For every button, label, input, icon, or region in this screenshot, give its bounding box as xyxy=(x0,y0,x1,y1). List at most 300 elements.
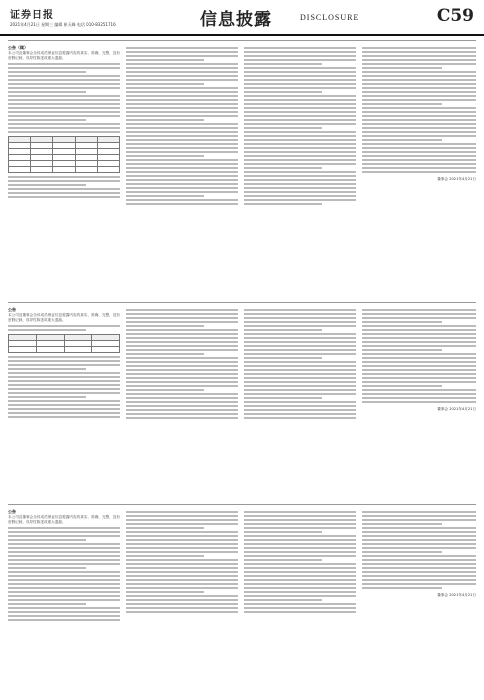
section-subtitle: DISCLOSURE xyxy=(300,13,360,22)
text-line xyxy=(362,337,476,339)
text-line xyxy=(8,91,86,93)
text-line xyxy=(362,309,476,311)
text-line xyxy=(244,535,356,537)
text-line xyxy=(8,555,120,557)
text-line xyxy=(244,365,356,367)
text-line xyxy=(8,392,120,394)
text-line xyxy=(126,333,238,335)
text-line xyxy=(126,195,204,197)
text-line xyxy=(8,575,120,577)
text-line xyxy=(362,559,476,561)
text-line xyxy=(244,401,356,403)
text-line xyxy=(362,159,476,161)
text-line xyxy=(362,147,476,149)
text-line xyxy=(244,595,356,597)
text-line xyxy=(244,91,322,93)
text-line xyxy=(362,103,442,105)
block1-heading: 公告（续） xyxy=(8,45,28,50)
text-line xyxy=(362,357,476,359)
text-line xyxy=(244,611,356,613)
text-line xyxy=(8,567,86,569)
text-line xyxy=(244,55,356,57)
text-line xyxy=(126,325,204,327)
text-line xyxy=(126,51,238,53)
text-line xyxy=(8,543,120,545)
text-line xyxy=(362,325,476,327)
text-line xyxy=(126,139,238,141)
block1-signature: 董事会 2021年4月21日 xyxy=(437,177,476,181)
text-line xyxy=(126,365,238,367)
text-line xyxy=(8,587,120,589)
text-line xyxy=(362,567,476,569)
text-line xyxy=(244,409,356,411)
text-line xyxy=(126,63,238,65)
text-line xyxy=(244,131,356,133)
text-line xyxy=(126,337,238,339)
text-line xyxy=(244,361,356,363)
block3-text: 本公司及董事会全体成员保证信息披露内容的真实、准确、完整，没有虚假记载、误导性陈述或重大遗漏。 xyxy=(8,515,120,525)
text-line xyxy=(244,575,356,577)
text-line xyxy=(126,377,238,379)
text-line xyxy=(8,571,120,573)
text-line xyxy=(8,87,120,89)
text-line xyxy=(8,95,120,97)
text-line xyxy=(8,416,120,418)
text-line xyxy=(126,417,238,419)
text-line xyxy=(126,599,238,601)
text-line xyxy=(126,79,238,81)
text-line xyxy=(244,155,356,157)
text-line xyxy=(8,380,120,382)
text-line xyxy=(244,87,356,89)
text-line xyxy=(126,179,238,181)
text-line xyxy=(126,555,204,557)
text-line xyxy=(244,183,356,185)
text-line xyxy=(362,365,476,367)
text-line xyxy=(126,393,238,395)
text-line xyxy=(126,519,238,521)
block3-col2 xyxy=(126,509,238,691)
issue-meta: 2021年4月21日 星期三 编辑 崔天峰 电话 010-83251716 xyxy=(10,22,116,27)
text-line xyxy=(244,163,356,165)
text-line xyxy=(244,325,356,327)
text-line xyxy=(362,531,476,533)
text-line xyxy=(8,408,120,410)
text-line xyxy=(126,75,238,77)
text-line xyxy=(126,155,204,157)
text-line xyxy=(244,151,356,153)
text-line xyxy=(244,515,356,517)
text-line xyxy=(8,551,120,553)
block2-signature: 董事会 2021年4月21日 xyxy=(437,407,476,411)
text-line xyxy=(8,188,120,190)
text-line xyxy=(126,203,238,205)
text-line xyxy=(126,511,238,513)
text-line xyxy=(8,131,120,133)
section-title: 信息披露 xyxy=(200,10,272,30)
text-line xyxy=(8,615,120,617)
text-line xyxy=(244,175,356,177)
text-line xyxy=(126,345,238,347)
text-line xyxy=(244,539,356,541)
text-line xyxy=(126,567,238,569)
text-line xyxy=(244,353,356,355)
text-line xyxy=(244,559,322,561)
text-line xyxy=(244,99,356,101)
text-line xyxy=(244,309,356,311)
text-line xyxy=(362,385,442,387)
text-line xyxy=(8,107,120,109)
text-line xyxy=(126,357,238,359)
text-line xyxy=(244,583,356,585)
text-line xyxy=(244,195,356,197)
text-line xyxy=(8,527,120,529)
text-line xyxy=(126,381,238,383)
text-line xyxy=(362,47,476,49)
text-line xyxy=(362,313,476,315)
text-line xyxy=(8,396,86,398)
text-line xyxy=(8,180,120,182)
text-line xyxy=(362,63,476,65)
text-line xyxy=(126,409,238,411)
text-line xyxy=(126,551,238,553)
text-line xyxy=(244,377,356,379)
text-line xyxy=(126,405,238,407)
text-line xyxy=(362,155,476,157)
text-line xyxy=(8,127,120,129)
text-line xyxy=(362,115,476,117)
text-line xyxy=(244,357,322,359)
text-line xyxy=(362,393,476,395)
text-line xyxy=(244,79,356,81)
text-line xyxy=(362,535,476,537)
text-line xyxy=(8,372,120,374)
text-line xyxy=(8,123,120,125)
text-line xyxy=(244,563,356,565)
text-line xyxy=(244,59,356,61)
block3-col1 xyxy=(8,509,120,691)
text-line xyxy=(8,184,86,186)
text-line xyxy=(244,579,356,581)
financial-table xyxy=(8,136,120,173)
text-line xyxy=(126,67,238,69)
text-line xyxy=(126,583,238,585)
text-line xyxy=(126,95,238,97)
text-line xyxy=(362,59,476,61)
text-line xyxy=(362,583,476,585)
block1-col4 xyxy=(362,45,476,295)
text-line xyxy=(8,388,120,390)
text-line xyxy=(244,373,356,375)
text-line xyxy=(8,192,120,194)
text-line xyxy=(244,337,356,339)
text-line xyxy=(244,349,356,351)
text-line xyxy=(244,385,356,387)
text-line xyxy=(126,373,238,375)
text-line xyxy=(126,199,238,201)
text-line xyxy=(244,531,322,533)
text-line xyxy=(362,67,442,69)
block1-text: 本公司及董事会全体成员保证信息披露内容的真实、准确、完整，没有虚假记载、误导性陈述或重大遗漏。 xyxy=(8,51,120,61)
text-line xyxy=(244,523,356,525)
text-line xyxy=(244,103,356,105)
text-line xyxy=(362,79,476,81)
text-line xyxy=(126,163,238,165)
text-line xyxy=(8,176,120,178)
text-line xyxy=(126,99,238,101)
text-line xyxy=(244,511,356,513)
text-line xyxy=(8,404,120,406)
text-line xyxy=(362,401,476,403)
text-line xyxy=(244,119,356,121)
text-line xyxy=(244,571,356,573)
text-line xyxy=(8,360,120,362)
text-line xyxy=(126,127,238,129)
text-line xyxy=(244,75,356,77)
text-line xyxy=(126,563,238,565)
text-line xyxy=(126,595,238,597)
text-line xyxy=(126,55,238,57)
text-line xyxy=(126,103,238,105)
text-line xyxy=(362,127,476,129)
text-line xyxy=(126,369,238,371)
text-line xyxy=(244,171,356,173)
text-line xyxy=(244,139,356,141)
text-line xyxy=(244,389,356,391)
block2-col1 xyxy=(8,307,120,497)
text-line xyxy=(8,603,86,605)
text-line xyxy=(362,341,476,343)
text-line xyxy=(126,397,238,399)
block3-signature: 董事会 2021年4月21日 xyxy=(437,593,476,597)
page-header xyxy=(0,0,484,36)
text-line xyxy=(244,83,356,85)
text-line xyxy=(126,515,238,517)
text-line xyxy=(244,179,356,181)
text-line xyxy=(362,551,442,553)
text-line xyxy=(126,611,238,613)
text-line xyxy=(362,329,476,331)
block2-col3 xyxy=(244,307,356,497)
text-line xyxy=(362,527,476,529)
text-line xyxy=(362,381,476,383)
text-line xyxy=(362,317,476,319)
text-line xyxy=(126,71,238,73)
text-line xyxy=(244,167,322,169)
text-line xyxy=(244,607,356,609)
text-line xyxy=(244,381,356,383)
text-line xyxy=(362,107,476,109)
text-line xyxy=(362,321,442,323)
text-line xyxy=(244,551,356,553)
text-line xyxy=(244,313,356,315)
text-line xyxy=(244,143,356,145)
text-line xyxy=(244,63,322,65)
block1-col1 xyxy=(8,45,120,295)
text-line xyxy=(362,171,476,173)
text-line xyxy=(126,59,204,61)
text-line xyxy=(362,119,476,121)
text-line xyxy=(362,91,476,93)
text-line xyxy=(8,599,120,601)
text-line xyxy=(362,99,476,101)
text-line xyxy=(244,95,356,97)
text-line xyxy=(244,71,356,73)
text-line xyxy=(8,547,120,549)
text-line xyxy=(8,583,120,585)
text-line xyxy=(362,547,476,549)
text-line xyxy=(362,111,476,113)
text-line xyxy=(362,353,476,355)
text-line xyxy=(126,175,238,177)
text-line xyxy=(126,413,238,415)
notice-table xyxy=(8,334,120,353)
block1-col2 xyxy=(126,45,238,295)
text-line xyxy=(126,603,238,605)
text-line xyxy=(244,203,322,205)
text-line xyxy=(126,535,238,537)
text-line xyxy=(362,349,442,351)
text-line xyxy=(244,107,356,109)
text-line xyxy=(362,83,476,85)
text-line xyxy=(362,131,476,133)
text-line xyxy=(126,143,238,145)
text-line xyxy=(362,389,476,391)
text-line xyxy=(126,349,238,351)
text-line xyxy=(126,167,238,169)
text-line xyxy=(126,309,238,311)
text-line xyxy=(126,115,238,117)
text-line xyxy=(126,183,238,185)
text-line xyxy=(244,413,356,415)
text-line xyxy=(244,329,322,331)
text-line xyxy=(8,579,120,581)
text-line xyxy=(126,107,238,109)
text-line xyxy=(8,75,120,77)
block3-col4 xyxy=(362,509,476,691)
text-line xyxy=(126,547,238,549)
block2-heading: 公告 xyxy=(8,307,16,312)
text-line xyxy=(8,356,120,358)
text-line xyxy=(126,317,238,319)
block2-col2 xyxy=(126,307,238,497)
text-line xyxy=(362,579,476,581)
text-line xyxy=(8,111,120,113)
text-line xyxy=(244,345,356,347)
text-line xyxy=(362,143,476,145)
text-line xyxy=(8,619,120,621)
text-line xyxy=(8,99,120,101)
text-line xyxy=(8,595,120,597)
text-line xyxy=(362,135,476,137)
text-line xyxy=(126,389,204,391)
text-line xyxy=(244,159,356,161)
text-line xyxy=(244,127,322,129)
text-line xyxy=(8,103,120,105)
text-line xyxy=(244,199,356,201)
text-line xyxy=(126,171,238,173)
text-line xyxy=(126,191,238,193)
newspaper-masthead: 证券日报 xyxy=(10,10,54,21)
text-line xyxy=(244,111,356,113)
block3-col3 xyxy=(244,509,356,691)
text-line xyxy=(126,539,238,541)
text-line xyxy=(8,376,120,378)
text-line xyxy=(8,563,120,565)
text-line xyxy=(8,539,86,541)
text-line xyxy=(362,369,476,371)
text-line xyxy=(8,83,120,85)
text-line xyxy=(244,123,356,125)
text-line xyxy=(126,329,238,331)
text-line xyxy=(126,341,238,343)
text-line xyxy=(362,571,476,573)
text-line xyxy=(126,523,238,525)
text-line xyxy=(126,147,238,149)
text-line xyxy=(244,599,322,601)
text-line xyxy=(126,321,238,323)
text-line xyxy=(362,575,476,577)
text-line xyxy=(244,397,322,399)
text-line xyxy=(244,555,356,557)
text-line xyxy=(244,369,356,371)
text-line xyxy=(126,385,238,387)
text-line xyxy=(244,333,356,335)
text-line xyxy=(244,115,356,117)
text-line xyxy=(8,412,120,414)
text-line xyxy=(126,123,238,125)
block2-col4 xyxy=(362,307,476,497)
text-line xyxy=(244,567,356,569)
text-line xyxy=(362,163,476,165)
text-line xyxy=(362,361,476,363)
text-line xyxy=(244,527,356,529)
text-line xyxy=(126,83,204,85)
text-line xyxy=(126,579,238,581)
text-line xyxy=(126,575,238,577)
text-line xyxy=(362,511,476,513)
text-line xyxy=(362,95,476,97)
text-line xyxy=(8,611,120,613)
text-line xyxy=(244,147,356,149)
text-line xyxy=(126,135,238,137)
text-line xyxy=(362,123,476,125)
text-line xyxy=(362,555,476,557)
text-line xyxy=(244,393,356,395)
text-line xyxy=(362,139,442,141)
text-line xyxy=(244,51,356,53)
text-line xyxy=(362,373,476,375)
text-line xyxy=(126,591,204,593)
text-line xyxy=(8,115,120,117)
text-line xyxy=(126,361,238,363)
text-line xyxy=(362,71,476,73)
text-line xyxy=(362,563,476,565)
text-line xyxy=(362,587,442,589)
text-line xyxy=(8,119,86,121)
text-line xyxy=(8,531,120,533)
text-line xyxy=(126,119,204,121)
text-line xyxy=(362,377,476,379)
text-line xyxy=(8,196,120,198)
text-line xyxy=(244,591,356,593)
text-line xyxy=(244,67,356,69)
text-line xyxy=(8,67,120,69)
text-line xyxy=(8,364,120,366)
text-line xyxy=(126,87,238,89)
text-line xyxy=(8,329,86,331)
text-line xyxy=(244,47,356,49)
